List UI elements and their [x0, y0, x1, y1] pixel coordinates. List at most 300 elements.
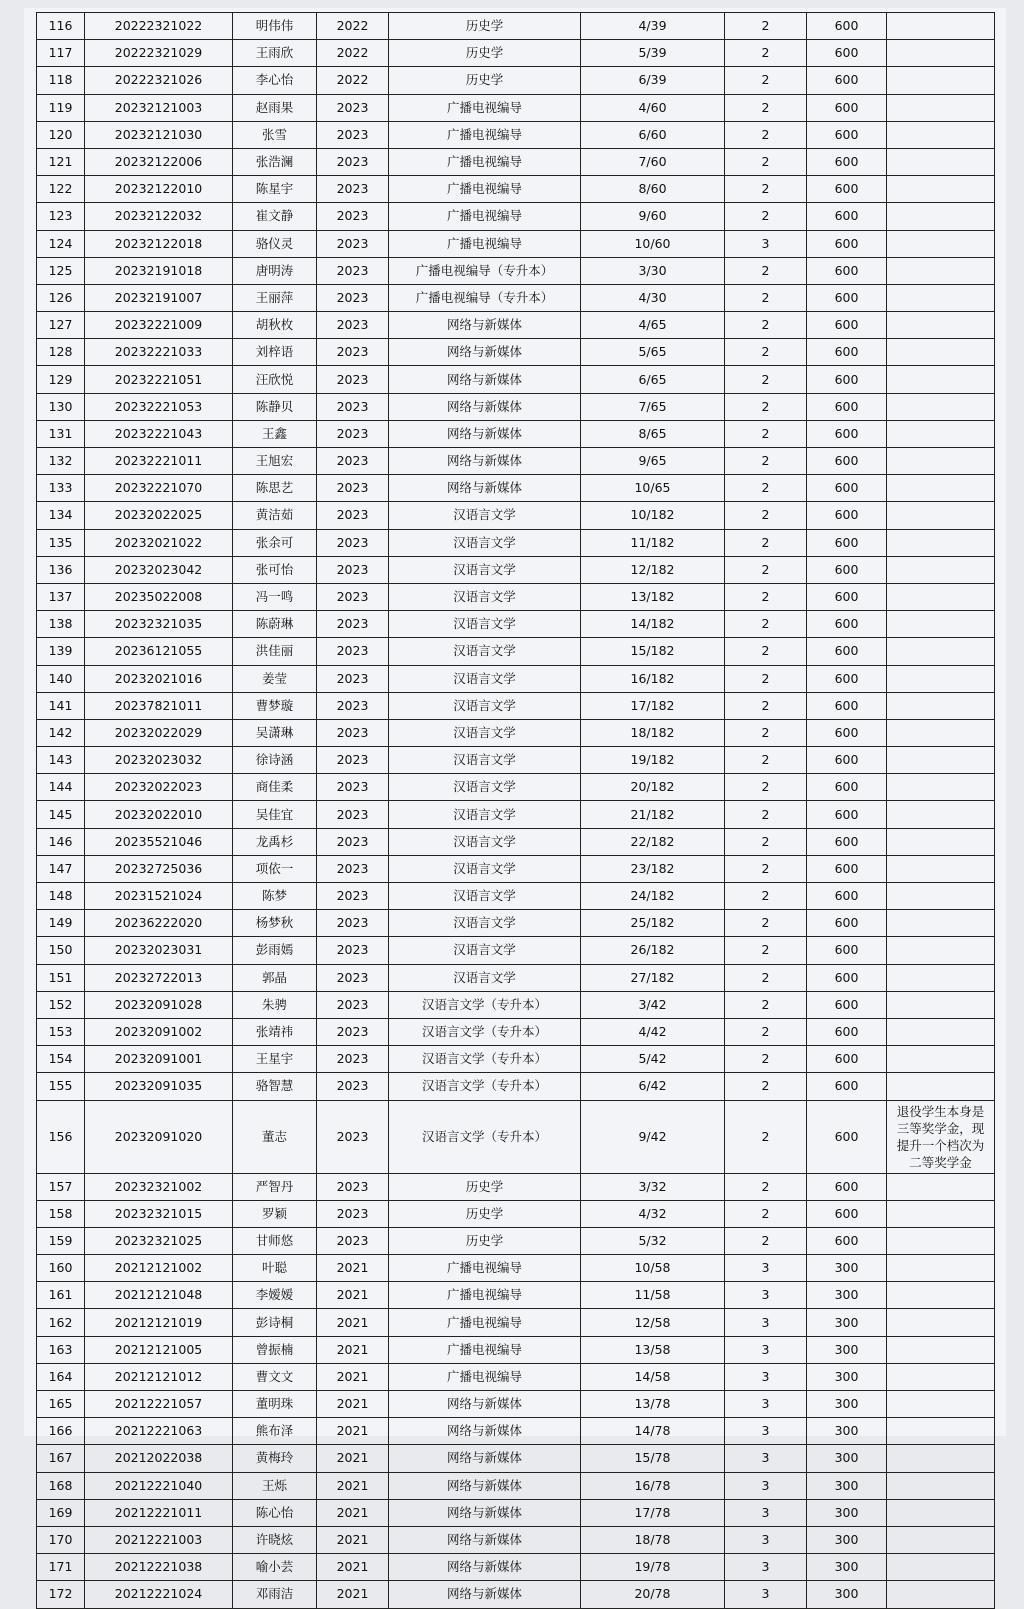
student-id-cell: 20232221070: [85, 475, 233, 502]
class-rank-cell: 9/60: [581, 203, 725, 230]
row-number-cell: 163: [37, 1336, 85, 1363]
table-row: [37, 638, 995, 665]
major-cell: 网络与新媒体: [389, 366, 581, 393]
student-id-cell: 20212121048: [85, 1282, 233, 1309]
award-amount-cell: 600: [807, 665, 887, 692]
award-level-cell: 2: [725, 502, 807, 529]
award-amount-cell: 600: [807, 692, 887, 719]
award-amount-cell: 600: [807, 828, 887, 855]
award-level-cell: 2: [725, 1018, 807, 1045]
award-amount-cell: 600: [807, 203, 887, 230]
student-id-cell: 20212221038: [85, 1554, 233, 1581]
student-id-cell: 20232321035: [85, 611, 233, 638]
class-rank-cell: 11/182: [581, 529, 725, 556]
major-cell: 汉语言文学: [389, 964, 581, 991]
award-level-cell: 2: [725, 964, 807, 991]
student-id-cell: 20232122032: [85, 203, 233, 230]
award-amount-cell: 600: [807, 611, 887, 638]
major-cell: 汉语言文学: [389, 611, 581, 638]
remarks-cell: [887, 1046, 995, 1073]
table-row: [37, 1173, 995, 1200]
class-rank-cell: 8/65: [581, 420, 725, 447]
class-rank-cell: 4/60: [581, 94, 725, 121]
student-name-cell: 李嫒嫒: [233, 1282, 317, 1309]
enrollment-year-cell: 2023: [317, 910, 389, 937]
enrollment-year-cell: 2021: [317, 1499, 389, 1526]
enrollment-year-cell: 2023: [317, 121, 389, 148]
row-number-cell: 157: [37, 1173, 85, 1200]
student-name-cell: 骆仪灵: [233, 230, 317, 257]
row-number-cell: 167: [37, 1445, 85, 1472]
student-name-cell: 王旭宏: [233, 448, 317, 475]
row-number-cell: 141: [37, 692, 85, 719]
award-amount-cell: 300: [807, 1391, 887, 1418]
major-cell: 网络与新媒体: [389, 1526, 581, 1553]
remarks-cell: [887, 1336, 995, 1363]
remarks-cell: [887, 1255, 995, 1282]
remarks-cell: [887, 1309, 995, 1336]
major-cell: 汉语言文学: [389, 855, 581, 882]
enrollment-year-cell: 2023: [317, 502, 389, 529]
award-amount-cell: 600: [807, 883, 887, 910]
row-number-cell: 154: [37, 1046, 85, 1073]
award-amount-cell: 600: [807, 583, 887, 610]
award-amount-cell: 600: [807, 393, 887, 420]
table-row: [37, 13, 995, 40]
remarks-cell: [887, 94, 995, 121]
table-row: [37, 1200, 995, 1227]
class-rank-cell: 10/58: [581, 1255, 725, 1282]
student-name-cell: 陈蔚琳: [233, 611, 317, 638]
student-id-cell: 20232022010: [85, 801, 233, 828]
enrollment-year-cell: 2023: [317, 176, 389, 203]
student-name-cell: 杨梦秋: [233, 910, 317, 937]
remarks-cell: [887, 991, 995, 1018]
row-number-cell: 172: [37, 1581, 85, 1608]
student-name-cell: 冯一鸣: [233, 583, 317, 610]
student-name-cell: 明伟伟: [233, 13, 317, 40]
table-row: [37, 1445, 995, 1472]
student-name-cell: 许晓炫: [233, 1526, 317, 1553]
table-row: [37, 1581, 995, 1608]
student-name-cell: 李心怡: [233, 67, 317, 94]
row-number-cell: 161: [37, 1282, 85, 1309]
remarks-cell: [887, 556, 995, 583]
award-amount-cell: 600: [807, 1200, 887, 1227]
remarks-cell: [887, 420, 995, 447]
remarks-cell: [887, 312, 995, 339]
row-number-cell: 140: [37, 665, 85, 692]
row-number-cell: 119: [37, 94, 85, 121]
row-number-cell: 121: [37, 148, 85, 175]
student-id-cell: 20212221063: [85, 1418, 233, 1445]
major-cell: 广播电视编导: [389, 176, 581, 203]
class-rank-cell: 23/182: [581, 855, 725, 882]
award-level-cell: 2: [725, 475, 807, 502]
award-amount-cell: 600: [807, 1073, 887, 1100]
award-amount-cell: 300: [807, 1363, 887, 1390]
student-name-cell: 吴潇琳: [233, 719, 317, 746]
major-cell: 历史学: [389, 67, 581, 94]
major-cell: 历史学: [389, 40, 581, 67]
student-name-cell: 张靖祎: [233, 1018, 317, 1045]
row-number-cell: 126: [37, 284, 85, 311]
student-name-cell: 胡秋枚: [233, 312, 317, 339]
student-id-cell: 20237821011: [85, 692, 233, 719]
enrollment-year-cell: 2023: [317, 393, 389, 420]
major-cell: 网络与新媒体: [389, 448, 581, 475]
award-amount-cell: 600: [807, 910, 887, 937]
student-name-cell: 汪欣悦: [233, 366, 317, 393]
enrollment-year-cell: 2023: [317, 855, 389, 882]
student-id-cell: 20232122006: [85, 148, 233, 175]
remarks-cell: [887, 638, 995, 665]
row-number-cell: 151: [37, 964, 85, 991]
class-rank-cell: 13/58: [581, 1336, 725, 1363]
table-row: [37, 1227, 995, 1254]
award-level-cell: 2: [725, 40, 807, 67]
award-amount-cell: 600: [807, 1173, 887, 1200]
class-rank-cell: 7/65: [581, 393, 725, 420]
student-name-cell: 陈星宇: [233, 176, 317, 203]
row-number-cell: 159: [37, 1227, 85, 1254]
table-row: [37, 665, 995, 692]
student-id-cell: 20232022023: [85, 774, 233, 801]
award-amount-cell: 300: [807, 1255, 887, 1282]
award-level-cell: 2: [725, 1073, 807, 1100]
class-rank-cell: 4/65: [581, 312, 725, 339]
award-amount-cell: 300: [807, 1418, 887, 1445]
table-row: [37, 94, 995, 121]
table-row: [37, 420, 995, 447]
award-amount-cell: 300: [807, 1499, 887, 1526]
student-name-cell: 彭雨嫣: [233, 937, 317, 964]
table-row: [37, 1336, 995, 1363]
student-name-cell: 王丽萍: [233, 284, 317, 311]
row-number-cell: 143: [37, 747, 85, 774]
student-name-cell: 曹梦璇: [233, 692, 317, 719]
class-rank-cell: 13/78: [581, 1391, 725, 1418]
award-amount-cell: 600: [807, 937, 887, 964]
student-name-cell: 陈梦: [233, 883, 317, 910]
student-id-cell: 20232122010: [85, 176, 233, 203]
document-page: [24, 8, 1006, 1602]
enrollment-year-cell: 2023: [317, 665, 389, 692]
award-level-cell: 2: [725, 94, 807, 121]
remarks-cell: 退役学生本身是三等奖学金，现提升一个档次为二等奖学金: [887, 1100, 995, 1173]
enrollment-year-cell: 2023: [317, 583, 389, 610]
student-name-cell: 张余可: [233, 529, 317, 556]
class-rank-cell: 11/58: [581, 1282, 725, 1309]
major-cell: 汉语言文学: [389, 665, 581, 692]
enrollment-year-cell: 2023: [317, 774, 389, 801]
award-amount-cell: 600: [807, 67, 887, 94]
major-cell: 历史学: [389, 1227, 581, 1254]
award-amount-cell: 600: [807, 774, 887, 801]
table-row: [37, 801, 995, 828]
class-rank-cell: 14/78: [581, 1418, 725, 1445]
remarks-cell: [887, 529, 995, 556]
class-rank-cell: 27/182: [581, 964, 725, 991]
student-name-cell: 王雨欣: [233, 40, 317, 67]
enrollment-year-cell: 2021: [317, 1282, 389, 1309]
enrollment-year-cell: 2023: [317, 1100, 389, 1173]
table-row: [37, 910, 995, 937]
student-id-cell: 20235022008: [85, 583, 233, 610]
student-name-cell: 王鑫: [233, 420, 317, 447]
enrollment-year-cell: 2023: [317, 1173, 389, 1200]
remarks-cell: [887, 1499, 995, 1526]
student-name-cell: 董志: [233, 1100, 317, 1173]
class-rank-cell: 24/182: [581, 883, 725, 910]
major-cell: 网络与新媒体: [389, 1554, 581, 1581]
row-number-cell: 136: [37, 556, 85, 583]
remarks-cell: [887, 203, 995, 230]
remarks-cell: [887, 176, 995, 203]
remarks-cell: [887, 475, 995, 502]
award-level-cell: 2: [725, 67, 807, 94]
table-row: [37, 1526, 995, 1553]
enrollment-year-cell: 2021: [317, 1554, 389, 1581]
scholarship-table: [36, 12, 995, 1609]
remarks-cell: [887, 1200, 995, 1227]
major-cell: 网络与新媒体: [389, 420, 581, 447]
award-amount-cell: 600: [807, 855, 887, 882]
table-row: [37, 502, 995, 529]
major-cell: 汉语言文学: [389, 937, 581, 964]
student-id-cell: 20232091020: [85, 1100, 233, 1173]
class-rank-cell: 6/65: [581, 366, 725, 393]
enrollment-year-cell: 2023: [317, 312, 389, 339]
student-name-cell: 甘师悠: [233, 1227, 317, 1254]
row-number-cell: 131: [37, 420, 85, 447]
award-amount-cell: 300: [807, 1282, 887, 1309]
major-cell: 汉语言文学（专升本）: [389, 991, 581, 1018]
student-id-cell: 20236121055: [85, 638, 233, 665]
award-level-cell: 2: [725, 883, 807, 910]
major-cell: 汉语言文学: [389, 692, 581, 719]
award-level-cell: 2: [725, 665, 807, 692]
enrollment-year-cell: 2022: [317, 67, 389, 94]
enrollment-year-cell: 2023: [317, 1200, 389, 1227]
enrollment-year-cell: 2023: [317, 1073, 389, 1100]
major-cell: 历史学: [389, 1173, 581, 1200]
student-id-cell: 20232221043: [85, 420, 233, 447]
award-amount-cell: 600: [807, 284, 887, 311]
class-rank-cell: 21/182: [581, 801, 725, 828]
table-row: [37, 1391, 995, 1418]
row-number-cell: 160: [37, 1255, 85, 1282]
award-level-cell: 2: [725, 203, 807, 230]
major-cell: 历史学: [389, 1200, 581, 1227]
table-row: [37, 1472, 995, 1499]
student-id-cell: 20222321029: [85, 40, 233, 67]
award-amount-cell: 600: [807, 1046, 887, 1073]
enrollment-year-cell: 2023: [317, 801, 389, 828]
remarks-cell: [887, 1526, 995, 1553]
table-row: [37, 148, 995, 175]
award-level-cell: 2: [725, 556, 807, 583]
table-row: [37, 67, 995, 94]
student-id-cell: 20232191018: [85, 257, 233, 284]
class-rank-cell: 4/30: [581, 284, 725, 311]
enrollment-year-cell: 2023: [317, 556, 389, 583]
student-name-cell: 吴佳宜: [233, 801, 317, 828]
enrollment-year-cell: 2021: [317, 1309, 389, 1336]
major-cell: 广播电视编导（专升本）: [389, 257, 581, 284]
remarks-cell: [887, 257, 995, 284]
row-number-cell: 166: [37, 1418, 85, 1445]
table-row: [37, 1046, 995, 1073]
award-level-cell: 2: [725, 1200, 807, 1227]
class-rank-cell: 19/78: [581, 1554, 725, 1581]
enrollment-year-cell: 2023: [317, 937, 389, 964]
award-amount-cell: 600: [807, 40, 887, 67]
award-level-cell: 2: [725, 855, 807, 882]
student-id-cell: 20231521024: [85, 883, 233, 910]
enrollment-year-cell: 2023: [317, 203, 389, 230]
remarks-cell: [887, 964, 995, 991]
award-level-cell: 2: [725, 1100, 807, 1173]
award-level-cell: 3: [725, 1418, 807, 1445]
row-number-cell: 116: [37, 13, 85, 40]
student-name-cell: 郭晶: [233, 964, 317, 991]
award-amount-cell: 600: [807, 475, 887, 502]
student-id-cell: 20222321026: [85, 67, 233, 94]
table-row: [37, 583, 995, 610]
student-name-cell: 陈静贝: [233, 393, 317, 420]
class-rank-cell: 5/32: [581, 1227, 725, 1254]
major-cell: 广播电视编导（专升本）: [389, 284, 581, 311]
enrollment-year-cell: 2023: [317, 284, 389, 311]
row-number-cell: 149: [37, 910, 85, 937]
table-row: [37, 1499, 995, 1526]
award-amount-cell: 600: [807, 176, 887, 203]
class-rank-cell: 25/182: [581, 910, 725, 937]
row-number-cell: 133: [37, 475, 85, 502]
table-row: [37, 828, 995, 855]
major-cell: 汉语言文学: [389, 719, 581, 746]
remarks-cell: [887, 1073, 995, 1100]
row-number-cell: 125: [37, 257, 85, 284]
award-level-cell: 2: [725, 910, 807, 937]
student-id-cell: 20232221011: [85, 448, 233, 475]
enrollment-year-cell: 2022: [317, 40, 389, 67]
student-id-cell: 20236222020: [85, 910, 233, 937]
award-amount-cell: 600: [807, 13, 887, 40]
class-rank-cell: 10/60: [581, 230, 725, 257]
major-cell: 汉语言文学: [389, 747, 581, 774]
major-cell: 汉语言文学: [389, 883, 581, 910]
award-amount-cell: 600: [807, 1018, 887, 1045]
student-id-cell: 20232122018: [85, 230, 233, 257]
table-row: [37, 475, 995, 502]
enrollment-year-cell: 2023: [317, 257, 389, 284]
student-name-cell: 张浩澜: [233, 148, 317, 175]
row-number-cell: 142: [37, 719, 85, 746]
remarks-cell: [887, 665, 995, 692]
award-amount-cell: 600: [807, 529, 887, 556]
major-cell: 广播电视编导: [389, 148, 581, 175]
class-rank-cell: 15/182: [581, 638, 725, 665]
award-amount-cell: 600: [807, 638, 887, 665]
award-amount-cell: 300: [807, 1445, 887, 1472]
award-level-cell: 2: [725, 176, 807, 203]
award-level-cell: 2: [725, 1227, 807, 1254]
class-rank-cell: 7/60: [581, 148, 725, 175]
student-id-cell: 20222321022: [85, 13, 233, 40]
row-number-cell: 138: [37, 611, 85, 638]
award-amount-cell: 600: [807, 121, 887, 148]
remarks-cell: [887, 148, 995, 175]
row-number-cell: 139: [37, 638, 85, 665]
major-cell: 广播电视编导: [389, 1255, 581, 1282]
student-id-cell: 20232023031: [85, 937, 233, 964]
remarks-cell: [887, 747, 995, 774]
student-id-cell: 20232091028: [85, 991, 233, 1018]
award-level-cell: 3: [725, 1526, 807, 1553]
major-cell: 广播电视编导: [389, 1282, 581, 1309]
class-rank-cell: 5/39: [581, 40, 725, 67]
student-id-cell: 20232022025: [85, 502, 233, 529]
enrollment-year-cell: 2023: [317, 529, 389, 556]
enrollment-year-cell: 2023: [317, 339, 389, 366]
student-name-cell: 项依一: [233, 855, 317, 882]
table-row: [37, 1282, 995, 1309]
student-name-cell: 姜莹: [233, 665, 317, 692]
major-cell: 汉语言文学: [389, 529, 581, 556]
remarks-cell: [887, 583, 995, 610]
class-rank-cell: 6/42: [581, 1073, 725, 1100]
student-id-cell: 20212221011: [85, 1499, 233, 1526]
row-number-cell: 117: [37, 40, 85, 67]
row-number-cell: 130: [37, 393, 85, 420]
student-id-cell: 20232191007: [85, 284, 233, 311]
remarks-cell: [887, 855, 995, 882]
award-amount-cell: 300: [807, 1336, 887, 1363]
student-id-cell: 20232021016: [85, 665, 233, 692]
student-id-cell: 20232722013: [85, 964, 233, 991]
table-row: [37, 747, 995, 774]
award-amount-cell: 600: [807, 339, 887, 366]
enrollment-year-cell: 2023: [317, 148, 389, 175]
award-level-cell: 2: [725, 583, 807, 610]
student-id-cell: 20232091001: [85, 1046, 233, 1073]
row-number-cell: 148: [37, 883, 85, 910]
major-cell: 网络与新媒体: [389, 1445, 581, 1472]
major-cell: 广播电视编导: [389, 94, 581, 121]
table-row: [37, 719, 995, 746]
award-level-cell: 2: [725, 13, 807, 40]
enrollment-year-cell: 2023: [317, 1046, 389, 1073]
table-row: [37, 1309, 995, 1336]
award-level-cell: 2: [725, 420, 807, 447]
award-amount-cell: 600: [807, 964, 887, 991]
remarks-cell: [887, 883, 995, 910]
row-number-cell: 152: [37, 991, 85, 1018]
student-id-cell: 20232023032: [85, 747, 233, 774]
award-amount-cell: 600: [807, 747, 887, 774]
class-rank-cell: 4/32: [581, 1200, 725, 1227]
class-rank-cell: 20/78: [581, 1581, 725, 1608]
row-number-cell: 118: [37, 67, 85, 94]
remarks-cell: [887, 1018, 995, 1045]
table-row: [37, 937, 995, 964]
student-id-cell: 20235521046: [85, 828, 233, 855]
enrollment-year-cell: 2023: [317, 611, 389, 638]
enrollment-year-cell: 2023: [317, 1227, 389, 1254]
remarks-cell: [887, 40, 995, 67]
